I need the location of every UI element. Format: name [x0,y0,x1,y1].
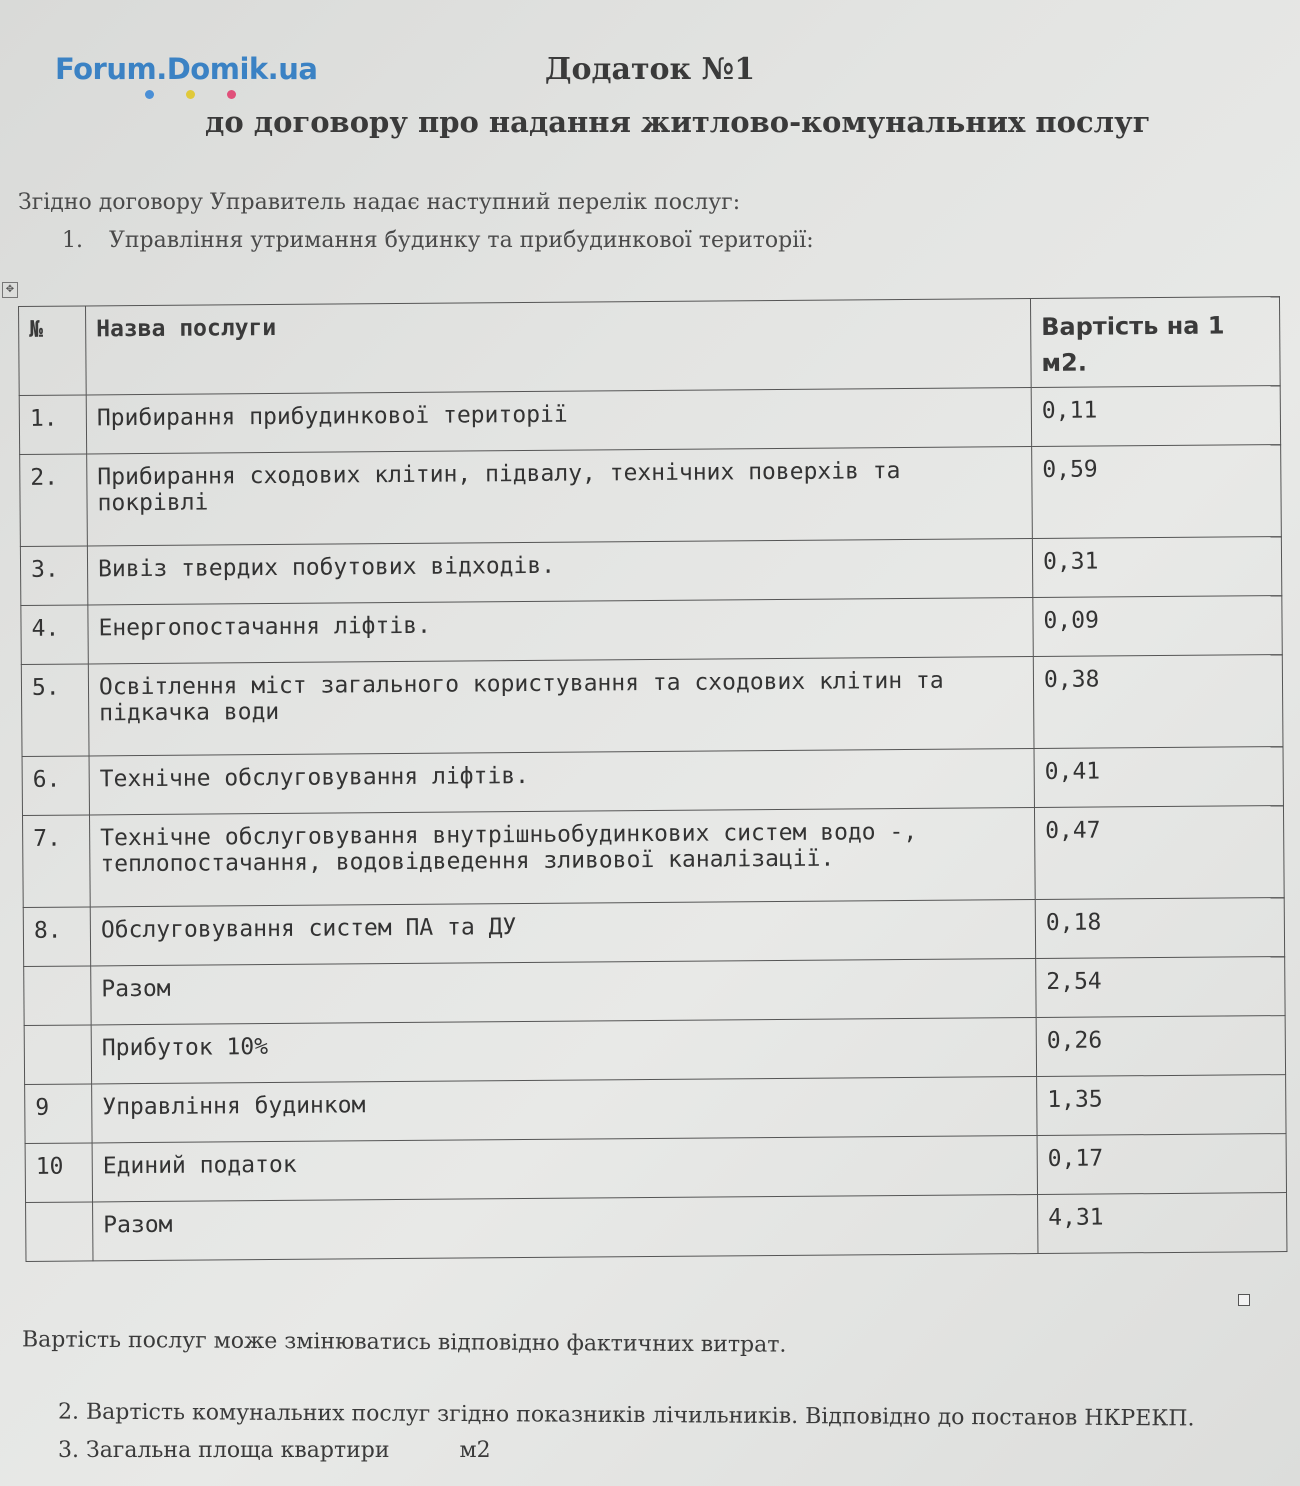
table-row-subtotal [24,957,1285,1026]
row-price: 4,31 [1038,1193,1287,1254]
services-table [18,296,1287,1262]
row-price: 0,26 [1036,1016,1285,1077]
column-header-number: № [19,306,87,396]
document-subtitle: до договору про надання житлово-комунальних послуг [205,105,1151,139]
row-number: 2. [20,454,88,547]
footer-item-3-text: 3. Загальна площа квартири [58,1438,390,1463]
row-price: 0,41 [1034,747,1283,808]
table-move-handle-icon[interactable]: ✥ [2,282,18,298]
row-price: 1,35 [1037,1075,1286,1136]
watermark-dot-pink [227,90,236,99]
row-service-name: Технічне обслуговування ліфтів. [89,749,1034,815]
footer-item-2: 2. Вартість комунальних послуг згідно показників лічильників. Відповідно до постанов НКРЕКП. [57,1399,1195,1432]
table-row-total [26,1193,1287,1262]
row-service-name: Обслуговування систем ПА та ДУ [90,900,1035,966]
table-row [20,537,1281,606]
row-price: 2,54 [1036,957,1285,1018]
row-number: 5. [21,664,89,757]
table-row [23,898,1284,967]
row-service-name: Технічне обслуговування внутрішньобудинкових систем водо -, теплопостачання, водовідведення зливової каналізації. [89,808,1035,907]
table-row [23,806,1285,908]
table-resize-handle[interactable] [1238,1294,1250,1306]
footer-item-3 [58,1438,491,1463]
row-number: 9 [25,1084,92,1144]
row-price: 0,11 [1031,386,1280,447]
row-service-name: Прибирання сходових клітин, підвалу, технічних поверхів та покрівлі [87,447,1033,546]
row-number: 10 [25,1143,92,1203]
column-header-price: Вартість на 1 м2. [1030,297,1280,388]
table-row [19,386,1280,455]
row-number [24,1025,91,1085]
watermark-dot-blue [145,90,154,99]
intro-text: Згідно договору Управитель надає наступний перелік послуг: [18,190,741,215]
row-number: 3. [20,546,87,606]
row-price: 0,59 [1032,445,1282,539]
row-service-name: Прибуток 10% [91,1018,1036,1084]
row-number: 4. [21,605,88,665]
watermark-dots [145,90,236,99]
row-service-name: Разом [93,1195,1038,1261]
table-row [22,747,1283,816]
row-number: 6. [22,756,89,816]
row-number: 1. [19,395,86,455]
table-row [21,596,1282,665]
table-row [24,1016,1285,1085]
row-number: 7. [23,815,91,908]
row-price: 0,17 [1037,1134,1286,1195]
row-service-name: Освітлення міст загального користування та сходових клітин та підкачка води [88,657,1034,756]
section-1-heading [62,228,814,253]
row-price: 0,18 [1035,898,1284,959]
row-price: 0,31 [1032,537,1281,598]
row-service-name: Прибирання прибудинкової території [86,388,1031,454]
row-service-name: Енергопостачання ліфтів. [88,598,1033,664]
row-price: 0,47 [1034,806,1284,900]
document-title: Додаток №1 [544,52,756,87]
forum-watermark-logo: Forum.Domik.ua [55,52,318,86]
row-number [26,1202,93,1262]
table-row [21,655,1283,757]
table-row [25,1134,1286,1203]
footer-item-3-unit: м2 [459,1438,491,1463]
table-row [20,445,1282,547]
row-service-name: Управління будинком [92,1077,1037,1143]
row-service-name: Разом [91,959,1036,1025]
row-price: 0,09 [1033,596,1282,657]
watermark-dot-yellow [186,90,195,99]
row-service-name: Вивіз твердих побутових відходів. [87,539,1032,605]
section-1-number: 1. [62,228,83,253]
table-header-row [19,297,1281,396]
row-number [24,966,91,1026]
section-1-text: Управління утримання будинку та прибудинкової території: [109,228,814,253]
row-price: 0,38 [1033,655,1283,749]
column-header-name: Назва послуги [86,299,1032,395]
table-row [25,1075,1286,1144]
footer-note: Вартість послуг може змінюватись відповідно фактичних витрат. [21,1327,787,1358]
row-service-name: Единий податок [92,1136,1037,1202]
row-number: 8. [23,907,90,967]
